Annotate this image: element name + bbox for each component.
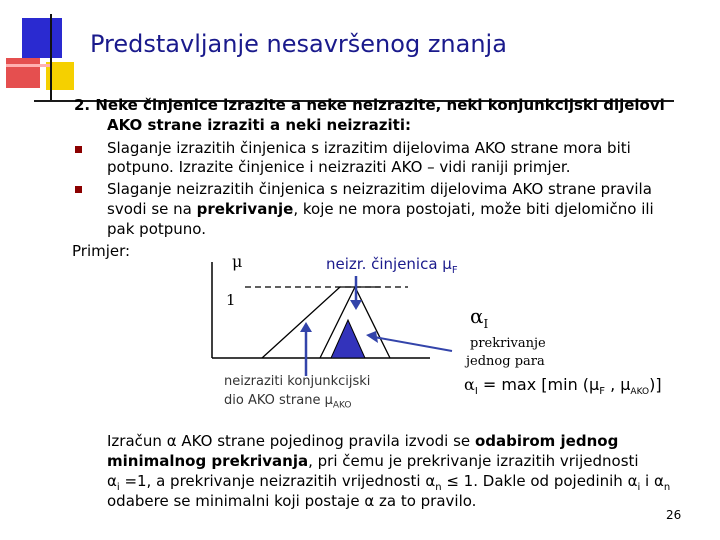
arrow-head-overlap [366, 331, 378, 343]
overlap-label-line-2: jednog para [466, 354, 545, 369]
conclusion-l3-sub: i [116, 482, 120, 493]
conclusion-l3-sub4: n [663, 482, 671, 493]
conclusion-l3-a: α [107, 472, 117, 490]
point-2-line-1: 2. Neke činjenice izrazite a neke neizrazite, neki konjunkcijski dijelovi [74, 96, 665, 114]
conclusion-l1-bold: odabirom jednog [474, 432, 619, 450]
conclusion-l3-a4: α [653, 472, 664, 490]
alpha-sub: I [483, 317, 489, 331]
alpha-label [470, 306, 488, 334]
bullet-1-line-2: potpuno. Izrazite činjenice i neizraziti AKO – vidi raniji primjer. [107, 158, 571, 176]
conclusion-line-4 [107, 491, 476, 511]
formula-alpha: α [464, 375, 475, 394]
conclusion-l3-and: i [640, 472, 654, 490]
formula-end: )] [649, 375, 662, 394]
conclusion-l3-mid: =1, a prekrivanje neizrazitih vrijednosti [119, 472, 426, 490]
page-number: 26 [666, 508, 682, 522]
point-2-line-2: AKO strane izraziti a neki neizraziti: [107, 116, 411, 134]
example-label: Primjer: [72, 242, 131, 260]
ako-membership-function [262, 287, 380, 358]
bullet-2-line-3: pak potpuno. [107, 220, 206, 238]
bullet-2-line-2-post: , koje ne mora postojati, može biti djelomično ili [293, 200, 654, 218]
conclusion-line-1 [107, 431, 618, 451]
conclusion-l1-mid: AKO strane pojedinog pravila izvodi se [176, 432, 475, 450]
conclusion-l2-bold: minimalnog prekrivanja [107, 452, 309, 470]
mu-axis-label: μ [232, 252, 243, 271]
alpha-formula [464, 375, 662, 402]
overlap-label-line-1: prekrivanje [470, 336, 546, 351]
formula-sub-ako: AKO [630, 387, 650, 398]
conclusion-l3-a2: α [425, 472, 436, 490]
bullet-2-line-2-pre: svodi se na [107, 200, 197, 218]
conclusion-l4-alpha: α [364, 492, 375, 510]
page-title: Predstavljanje nesavršenog znanja [90, 30, 507, 58]
conclusion-l1-alpha: α [166, 432, 177, 450]
bullet-1-line-1: Slaganje izrazitih činjenica s izrazitim dijelovima AKO strane mora biti [107, 139, 631, 157]
formula-body: = max [min (μ [477, 375, 600, 394]
conclusion-l2-post: , pri čemu je prekrivanje izrazitih vrijednosti [308, 452, 639, 470]
conclusion-l3-mid2: ≤ 1. Dakle od pojedinih [441, 472, 628, 490]
conclusion-l4-post: za to pravilo. [374, 492, 477, 510]
arrow-head-fact [350, 300, 362, 310]
fact-label-text: neizr. činjenica μ [326, 255, 452, 273]
bullet-2-keyword: prekrivanje [196, 200, 294, 218]
alpha-symbol: α [470, 304, 484, 328]
conclusion-l4-pre: odabere se minimalni koji postaje [107, 492, 365, 510]
conj-label-line-1: neizraziti konjunkcijski [224, 374, 371, 389]
conj-label-text: dio AKO strane μ [224, 393, 333, 408]
conj-label-sub: AKO [332, 400, 352, 411]
fact-label [326, 254, 458, 281]
arrow-head-conj [300, 322, 312, 332]
conclusion-l3-sub3: i [637, 482, 641, 493]
conj-label-line-2 [224, 391, 352, 416]
conclusion-l1-pre: Izračun [107, 432, 167, 450]
formula-comma: , μ [604, 375, 631, 394]
conclusion-l3-sub2: n [435, 482, 442, 493]
conclusion-l3-a3: α [627, 472, 638, 490]
formula-sub-f: F [599, 386, 605, 398]
bullet-2-line-1: Slaganje neizrazitih činjenica s neizrazitim dijelovima AKO strane pravila [107, 180, 652, 198]
level-one-label: 1 [226, 291, 236, 309]
formula-alpha-sub: I [474, 386, 478, 398]
fact-label-sub: F [451, 265, 458, 276]
conclusion-line-2 [107, 451, 639, 471]
